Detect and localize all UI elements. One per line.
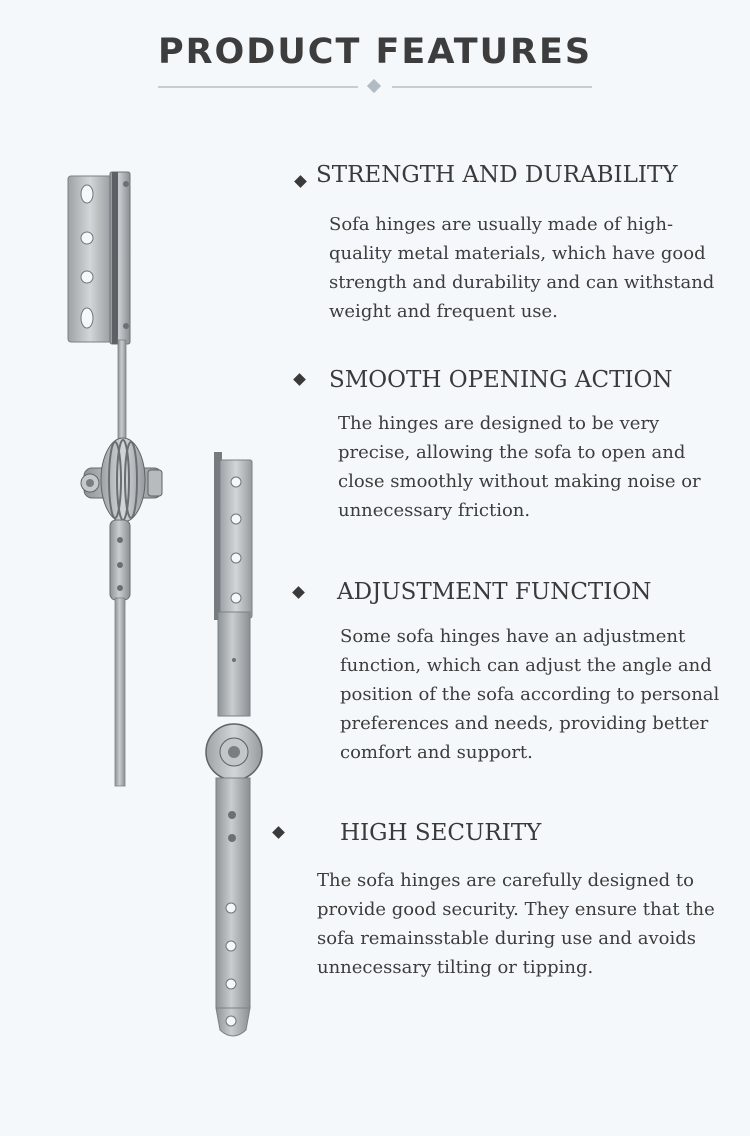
page-title: PRODUCT FEATURES <box>157 32 593 72</box>
feature-body-adjustment: Some sofa hinges have an adjustment function, which can adjust the angle and position of the sofa according to personal preferences and needs, providing better comfort and support. <box>340 626 720 763</box>
feature-body-security: The sofa hinges are carefully designed to provide good security. They ensure that the sofa remainsstable during use and avoids unnecessary tilting or tipping. <box>317 870 715 978</box>
feature-heading-smooth-opening: SMOOTH OPENING ACTION <box>329 367 673 393</box>
feature-heading-adjustment: ADJUSTMENT FUNCTION <box>337 579 652 605</box>
feature-bullet-diamond <box>292 586 305 599</box>
feature-bullet-diamond <box>293 373 306 386</box>
feature-heading-security: HIGH SECURITY <box>340 820 542 846</box>
feature-body-strength: Sofa hinges are usually made of high-quality metal materials, which have good strength and durability and can withstand weight and frequent use. <box>329 214 715 322</box>
title-divider-right <box>392 86 592 88</box>
feature-body-smooth-opening: The hinges are designed to be very precise, allowing the sofa to open and close smoothly without making noise or unnecessary friction. <box>338 413 701 521</box>
feature-bullet-diamond <box>294 175 307 188</box>
feature-heading-strength: STRENGTH AND DURABILITY <box>316 162 678 188</box>
sofa-hinge-product-image <box>0 0 290 1100</box>
title-diamond-ornament <box>367 79 381 93</box>
